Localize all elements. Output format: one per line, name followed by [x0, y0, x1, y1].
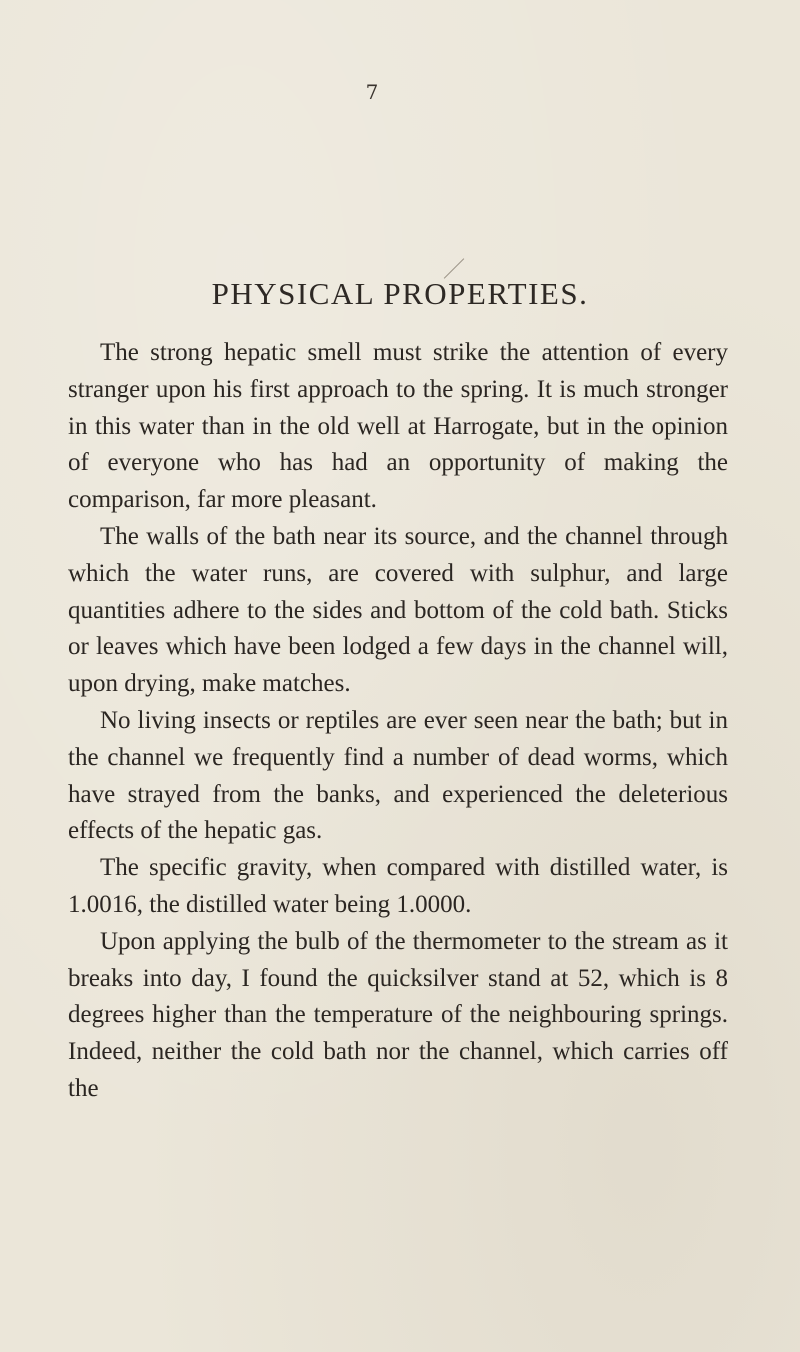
paragraph: The strong hepatic smell must strike the attention of every stranger upon his first approach to the spring. It is much stronger in this water than in the old well at Harrogate, but in the opinion of everyone who has had an opportunity of making the comparison, far more pleasant.: [68, 339, 728, 514]
paragraph: No living insects or reptiles are ever seen near the bath; but in the channel we frequently find a number of dead worms, which have strayed from the banks, and experienced the deleterious effects of the hepatic gas.: [68, 706, 728, 845]
page-number: 7: [365, 80, 379, 104]
page-title: PHYSICAL PROPERTIES.: [211, 276, 589, 311]
paragraph: Upon applying the bulb of the thermometer to the stream as it breaks into day, I found the quicksilver stand at 52, which is 8 degrees higher than the temperature of the neighbouring springs. Indeed, neither the cold bath nor the channel, which carries off the: [68, 927, 728, 1102]
body-text: [68, 335, 728, 1108]
paragraph: The specific gravity, when compared with distilled water, is 1.0016, the distilled water being 1.0000.: [68, 854, 728, 918]
paragraph: The walls of the bath near its source, and the channel through which the water runs, are covered with sulphur, and large quantities adhere to the sides and bottom of the cold bath. Sticks or leaves which have been lodged a few days in the channel will, upon drying, make matches.: [68, 522, 728, 698]
